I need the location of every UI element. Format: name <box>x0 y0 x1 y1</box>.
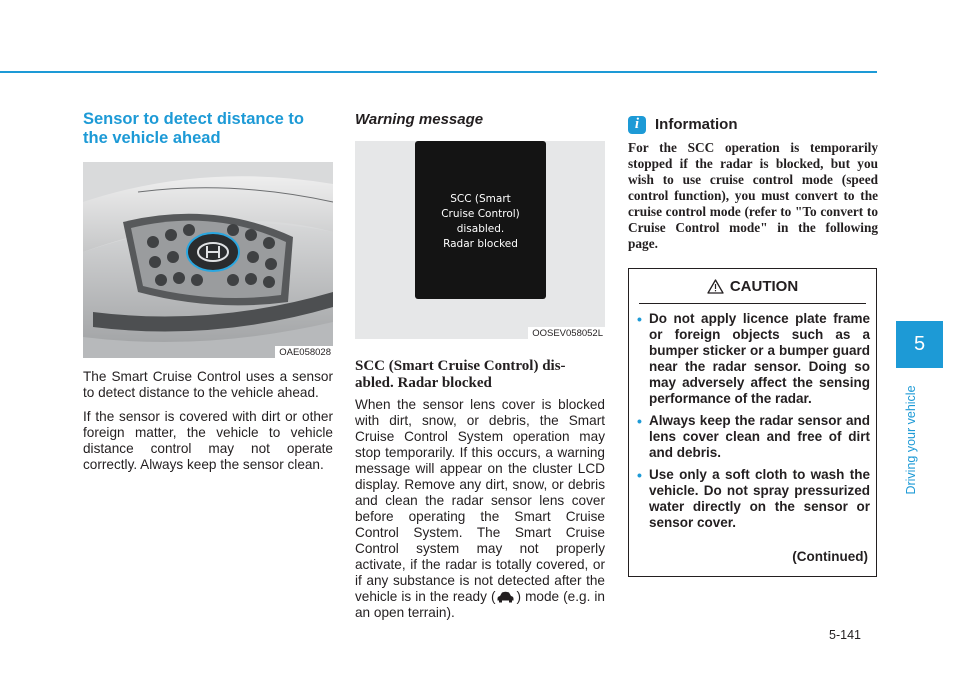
radar-sensor-photo <box>83 162 333 358</box>
lcd-line-3: disabled. <box>456 223 505 235</box>
sensor-section <box>83 110 333 473</box>
lcd-message <box>415 192 546 252</box>
heading-line-1: Sensor to detect distance to <box>83 110 304 128</box>
car-front-illustration <box>83 162 333 358</box>
caution-item: • Always keep the radar sensor and lens cover clean and free of dirt and debris. <box>634 413 870 461</box>
caution-header <box>639 269 866 304</box>
lcd-line-1: SCC (Smart <box>450 193 511 205</box>
caution-item: • Do not apply licence plate frame or foreign objects such as a bumper sticker or a bumper guard near the radar sensor. Doing so may adversely affect the sensing performance of the radar. <box>634 311 870 407</box>
warning-subheading <box>355 358 605 392</box>
information-header <box>628 114 878 135</box>
lcd-line-4: Radar blocked <box>443 238 518 250</box>
information-section <box>628 114 878 252</box>
section-heading <box>83 110 333 148</box>
warning-section <box>355 110 605 621</box>
caution-list <box>634 311 870 537</box>
continued-note: (Continued) <box>792 549 868 564</box>
information-title: Information <box>655 116 738 133</box>
subheading-line-2: abled. Radar blocked <box>355 375 492 391</box>
paragraph-sensor-intro: The Smart Cruise Control uses a sensor to detect distance to the vehicle ahead. <box>83 369 333 400</box>
warning-heading: Warning message <box>355 111 484 128</box>
heading-line-2: the vehicle ahead <box>83 129 221 147</box>
page-number: 5-141 <box>829 628 861 642</box>
cluster-lcd-display <box>415 141 546 299</box>
paragraph-sensor-clean: If the sensor is covered with dirt or other foreign matter, the vehicle to vehicle distance control may not operate correctly. Always keep the sensor clean. <box>83 409 333 472</box>
caution-title: CAUTION <box>729 277 799 295</box>
chapter-label-text: Driving your vehicle <box>904 385 918 495</box>
figure-code: OAE058028 <box>275 346 333 358</box>
body-text-part-1: When the sensor lens cover is blocked with dirt, snow, or debris, the Smart Cruise Control System operation may stop temporarily. If this occurs, a warning message will appear on the cluster LCD display. Remove any dirt, snow, or debris and clean the radar sensor lens cover before operating the Smart Cruise Control System. The Smart Cruise Control system may not properly activate, if the radar is totally covered, or if any substance is not detected after the vehicle is in the ready ( <box>355 397 605 604</box>
figure-code: OOSEV058052L <box>528 327 605 339</box>
chapter-label <box>901 378 921 502</box>
body-text-part-2: ) mode (e.g. in an open terrain). <box>355 589 605 620</box>
information-text: For the SCC operation is temporarily stopped if the radar is blocked, but you wish to use cruise control mode (speed control function), you must convert to the cruise control mode (refer to "To convert to Cruise Control mode" in the following page. <box>628 140 878 251</box>
ready-car-icon <box>497 591 514 603</box>
lcd-line-2: Cruise Control) <box>441 208 520 220</box>
cluster-warning-figure <box>355 141 605 339</box>
paragraph-warning-body <box>355 397 605 621</box>
caution-item: • Use only a soft cloth to wash the vehicle. Do not spray pressurized water directly on the sensor or sensor cover. <box>634 467 870 531</box>
header-rule <box>0 71 877 73</box>
chapter-tab: 5 <box>896 321 943 368</box>
caution-box <box>628 268 877 577</box>
warning-triangle-icon <box>707 279 724 294</box>
subheading-line-1: SCC (Smart Cruise Control) dis- <box>355 358 566 374</box>
info-icon: i <box>628 116 646 134</box>
